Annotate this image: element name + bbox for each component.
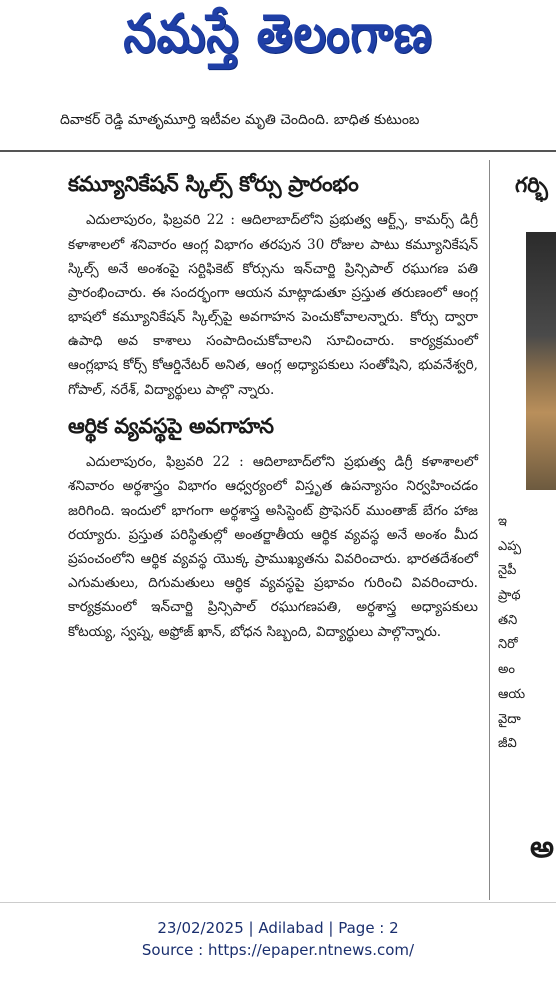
newspaper-title: నమస్తే తెలంగాణ (123, 2, 433, 65)
column-divider (489, 160, 490, 900)
side-text-line: నిరో (498, 637, 518, 653)
article1-headline: కమ్యూనికేషన్ స్కిల్స్ కోర్సు ప్రారంభం (68, 172, 359, 196)
article2-body-text: ఎదులాపురం, ఫిబ్రవరి 22 : ఆదిలాబాద్‌లోని ప్రభుత్వ డిగ్రీ కళాశాలలో శనివారం అర్థశాస్త్రం విభాగం ఆధ్వర్యంలో విస్తృత ఉపన్యాసం నిర్వహించడం జరిగింది. ఇందులో భాగంగా అర్థశాస్త్ర అసిస్టెంట్ ప్రొఫెసర్ ముంతాజ్ బేగం హాజ రయ్యారు. ప్రస్తుత పరిస్థితుల్లో అంతర్జాతీయ ఆర్థిక వ్యవస్థ అనే అంశం మీద ప్రపంచంలోని ఆర్థిక వ్యవస్థ యొక్క ప్రాముఖ్యతను వివరించారు. భారతదేశంలో ఎగుమతులు, దిగుమతులు ఆర్థిక వ్యవస్థపై ప్రభావం గురించి వివరించారు. కార్యక్రమంలో ఇన్‌చార్జి ప్రిన్సిపాల్ రఘుగణపతి, అర్థశాస్త్ర అధ్యాపకులు కోటయ్య, స్వప్న, అఫ్రోజ్ ఖాన్, బోధన సిబ్బంది, విద్యార్థులు పాల్గొన్నారు. (68, 454, 478, 640)
article2-body (68, 450, 478, 644)
footer (0, 918, 556, 962)
side-text-line: నైపీ (498, 563, 517, 579)
side-text-line: ప్రాథ (498, 588, 521, 604)
masthead (0, 0, 556, 80)
side-text-line: ఎప్ప (498, 538, 522, 554)
side-text-line: వైదా (498, 711, 521, 727)
side-article-photo (526, 232, 556, 490)
side-text-line: అం (498, 662, 515, 678)
main-column (68, 164, 478, 644)
side-text-line: ఇ (498, 514, 507, 529)
section-rule (0, 150, 556, 152)
article1-body (68, 208, 478, 402)
article2-headline: ఆర్థిక వ్యవస్థపై అవగాహన (68, 413, 274, 438)
side-article-headline: గర్భి (515, 173, 548, 197)
footer-rule (0, 902, 556, 903)
side-text-line: తని (498, 612, 518, 628)
footer-source: Source : https://epaper.ntnews.com/ (141, 940, 415, 959)
article1-body-text: ఎదులాపురం, ఫిబ్రవరి 22 : ఆదిలాబాద్‌లోని ప్రభుత్వ ఆర్ట్స్, కామర్స్ డిగ్రీ కళాశాలలో శనివారం ఆంగ్ల విభాగం తరపున 30 రోజుల పాటు కమ్యూనికేషన్ స్కిల్స్ అనే అంశంపై సర్టిఫికెట్ కోర్సును ఇన్‌చార్జి ప్రిన్సిపాల్ రఘుగణ పతి ప్రారంభించారు. ఈ సందర్భంగా ఆయన మాట్లాడుతూ ప్రస్తుత తరుణంలో ఆంగ్ల భాషలో కమ్యూనికేషన్ స్కిల్స్‌పై అవగాహన పెంచుకోవాలన్నారు. కోర్సు ద్వారా ఉపాధి అవ కాశాలు సంపాదించుకోవాలని సూచించారు. కార్యక్రమంలో ఆంగ్లభాష కోర్స్ కోఆర్డినేటర్ అనిత, ఆంగ్ల అధ్యాపకులు సంతోషిని, భువనేశ్వరి, గోపాల్, నరేశ్, విద్యార్థులు పాల్గొ న్నారు. (68, 212, 478, 398)
top-continuation-line: దివాకర్ రెడ్డి మాతృమూర్తి ఇటీవల మృతి చెందింది. బాధిత కుటుంబ (60, 112, 420, 128)
side-article-letter: అ (530, 830, 554, 865)
footer-date-edition: 23/02/2025 | Adilabad | Page : 2 (157, 919, 399, 937)
side-article-text (498, 510, 556, 757)
side-text-line: జీవి (498, 736, 517, 752)
side-text-line: ఆయ (498, 686, 526, 702)
